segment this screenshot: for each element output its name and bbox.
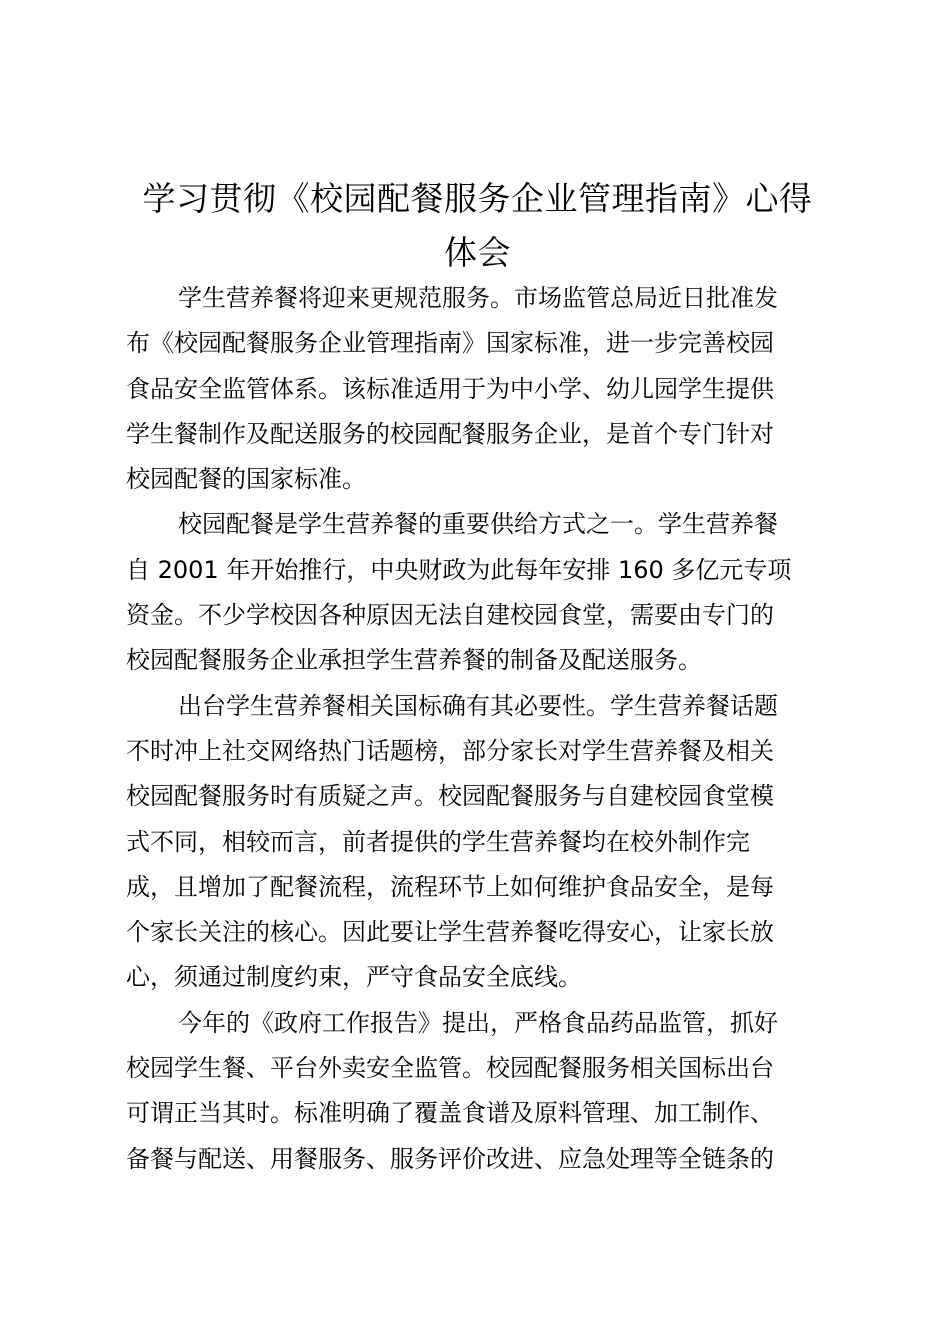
text-line: 食品安全监管体系。该标准适用于为中小学、幼儿园学生提供 [126, 374, 774, 403]
paragraph-1 [126, 276, 826, 502]
text-line: 心，须通过制度约束，严守食品安全底线。 [126, 963, 582, 992]
paragraph-3 [126, 684, 826, 1001]
text-line: 校园学生餐、平台外卖安全监管。校园配餐服务相关国标出台 [126, 1054, 774, 1083]
title-line-1: 学习贯彻《校园配餐服务企业管理指南》心得 [142, 179, 813, 218]
text-line: 成，且增加了配餐流程，流程环节上如何维护食品安全，是每 [126, 872, 774, 901]
paragraph-2 [126, 502, 826, 683]
paragraph-4 [126, 1001, 826, 1182]
text-line: 校园配餐服务企业承担学生营养餐的制备及配送服务。 [126, 646, 702, 675]
document-title [110, 172, 845, 280]
text-line: 校园配餐是学生营养餐的重要供给方式之一。学生营养餐 [178, 510, 778, 539]
text-line: 校园配餐服务时有质疑之声。校园配餐服务与自建校园食堂模 [126, 782, 774, 811]
text-line: 今年的《政府工作报告》提出，严格食品药品监管，抓好 [178, 1008, 778, 1037]
text-line: 布《校园配餐服务企业管理指南》国家标准，进一步完善校园 [126, 329, 774, 358]
text-line: 不时冲上社交网络热门话题榜，部分家长对学生营养餐及相关 [126, 736, 774, 765]
text-line: 校园配餐的国家标准。 [126, 465, 366, 494]
text-line: 可谓正当其时。标准明确了覆盖食谱及原料管理、加工制作、 [126, 1099, 774, 1128]
text-line: 学生营养餐将迎来更规范服务。市场监管总局近日批准发 [178, 284, 778, 312]
text-line: 自 2001 年开始推行，中央财政为此每年安排 160 多亿元专项 [126, 555, 792, 584]
text-line: 个家长关注的核心。因此要让学生营养餐吃得安心，让家长放 [126, 918, 774, 947]
text-line: 学生餐制作及配送服务的校园配餐服务企业，是首个专门针对 [126, 419, 774, 448]
title-line-2: 体会 [444, 233, 511, 272]
text-line: 备餐与配送、用餐服务、服务评价改进、应急处理等全链条的 [126, 1144, 774, 1173]
text-line: 出台学生营养餐相关国标确有其必要性。学生营养餐话题 [178, 691, 778, 720]
text-line: 式不同，相较而言，前者提供的学生营养餐均在校外制作完 [126, 827, 750, 856]
text-line: 资金。不少学校因各种原因无法自建校园食堂，需要由专门的 [126, 601, 774, 630]
document-body [126, 276, 826, 1182]
